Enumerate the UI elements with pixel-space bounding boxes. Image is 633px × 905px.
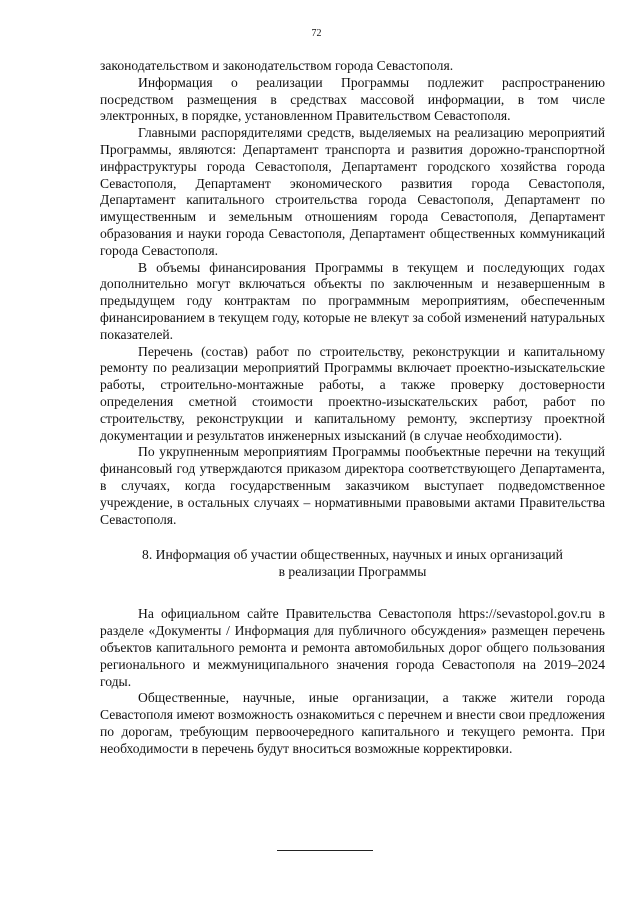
paragraph-official-site: На официальном сайте Правительства Севастополя https://sevastopol.gov.ru в разделе «Документы / Информация для публичного обсуждения» размещен перечень объектов капитального ремонта и ремонта автомобильных дорог общего пользования регионального и межмуниципального значения города Севастополя на 2019–2024 годы.	[100, 606, 605, 689]
paragraph-continuation: законодательством и законодательством города Севастополя.	[100, 58, 454, 73]
paragraph-works-list: Перечень (состав) работ по строительству, реконструкции и капитальному ремонту по реализации мероприятий Программы включает проектно-изыскательские работы, строительно-монтажные работы, а также проверку достоверности определения сметной стоимости проектно-изыскательских работ, работ по строительству, реконструкции и капитальному ремонту, экспертизу проектной документации и результатов инженерных изысканий (в случае необходимости).	[100, 343, 605, 443]
section-heading	[100, 546, 605, 580]
page-number: 72	[311, 28, 322, 39]
section-heading-line-1: 8. Информация об участии общественных, научных и иных организаций	[142, 547, 563, 563]
paragraph-main-administrators: Главными распорядителями средств, выделяемых на реализацию мероприятий Программы, являются: Департамент транспорта и развития дорожно-транспортной инфраструктуры города Севастополя, Департамент городского хозяйства города Севастополя, Департамент экономического развития города Севастополя, Департамент капитального строительства города Севастополя, Департамент по имущественным и земельным отношениям города Севастополя, Департамент образования и науки города Севастополя, Департамент общественных коммуникаций города Севастополя.	[100, 125, 605, 258]
paragraph-public-participation: Общественные, научные, иные организации, а также жители города Севастополя имеют возможность ознакомиться с перечнем и внести свои предложения по дорогам, требующим первоочередного капитального и текущего ремонта. При необходимости в перечень будут вноситься возможные корректировки.	[100, 690, 605, 756]
document-body	[100, 58, 605, 757]
section-heading-line-2: в реализации Программы	[278, 564, 427, 580]
paragraph-object-lists: По укрупненным мероприятиям Программы пообъектные перечни на текущий финансовый год утверждаются приказом директора соответствующего Департамента, в случаях, когда государственным заказчиком выступает подведомственное учреждение, в остальных случаях – нормативными правовыми актами Правительства Севастополя.	[100, 444, 605, 527]
end-divider	[277, 850, 373, 851]
paragraph-financing: В объемы финансирования Программы в текущем и последующих годах дополнительно могут включаться объекты по заключенным и незавершенным в предыдущем году контрактам по программным мероприятиям, обеспеченным финансированием в текущем году, которые не влекут за собой изменений натуральных показателей.	[100, 259, 605, 342]
paragraph-information: Информация о реализации Программы подлежит распространению посредством размещения в средствах массовой информации, в том числе электронных, в порядке, установленном Правительством Севастополя.	[100, 74, 605, 124]
